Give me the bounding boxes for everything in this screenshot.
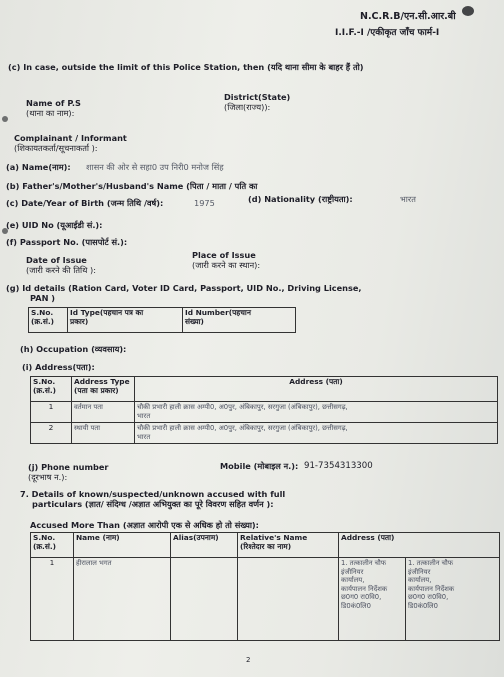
- cell: 1. तत्कालीन चौफ: [408, 559, 453, 567]
- punch-hole: [2, 116, 8, 122]
- ps-name-label: Name of P.S: [26, 98, 81, 108]
- table-row: [31, 423, 498, 444]
- dob-label: (c) Date/Year of Birth (जन्म तिथि /वर्ष):: [6, 198, 164, 208]
- section7-title: 7. Details of known/suspected/unknown accused with full: [20, 489, 286, 499]
- cell: डि0कं0लि0: [341, 601, 371, 610]
- col-header: संख्या): [185, 316, 204, 326]
- col-header: Address Type: [74, 377, 130, 386]
- cell: स्थायी पता: [72, 423, 135, 444]
- name-value: शासन की ओर से सहा0 उप निरी0 मनोज सिंह: [86, 162, 224, 172]
- id-details-label-2: PAN ): [30, 293, 56, 303]
- cell: कार्यालय,: [408, 576, 432, 584]
- table-row: [31, 558, 500, 641]
- address-table: [30, 376, 498, 444]
- place-of-issue-hindi: (जारी करने का स्थान):: [192, 260, 261, 270]
- accused-more-than-label: Accused More Than (अज्ञात आरोपी एक से अधिक हो तो संख्या):: [30, 520, 259, 530]
- phone-hindi: (दूरभाष न.):: [28, 472, 68, 482]
- mobile-value: 91-7354313300: [304, 461, 373, 471]
- name-label: (a) Name(नाम):: [6, 162, 71, 172]
- cell: वर्तमान पता: [72, 402, 135, 423]
- cell: भारत: [137, 432, 151, 441]
- col-header: Relative's Name: [240, 533, 308, 542]
- col-header: (पता का प्रकार): [74, 385, 119, 395]
- id-details-label: (g) Id details (Ration Card, Voter ID Card, Passport, UID No., Driving License,: [6, 283, 362, 293]
- occupation-label: (h) Occupation (व्यवसाय):: [20, 344, 127, 354]
- place-of-issue-label: Place of Issue: [192, 250, 256, 260]
- col-header: Alias(उपनाम): [173, 533, 219, 542]
- table-row: [31, 533, 500, 558]
- col-header: Id Type(पहचान पत्र का: [70, 308, 144, 317]
- section-c-label: (c) In case, outside the limit of this Police Station, then (यदि थाना सीमा के बाहर हैं तो): [8, 62, 364, 72]
- table-row: [31, 377, 498, 402]
- cell: डि0कं0लि0: [408, 601, 438, 610]
- dob-value: 1975: [194, 198, 215, 208]
- col-header: Address (पता): [289, 377, 343, 386]
- cell: चौकी प्रभारी हाली क्रास अम्पी0, अ0पुर, अंबिकापुर, सरगुजा (अंबिकापुर), छत्तीसगढ़,: [137, 403, 348, 411]
- cell: कार्यपालन निर्देशक: [408, 584, 455, 593]
- uid-label: (e) UID No (यूआईडी सं.):: [6, 220, 103, 230]
- form-title: I.I.F.-I /एकीकृत जाँच फार्म-I: [335, 28, 440, 38]
- table-row: [29, 308, 296, 333]
- col-header: S.No.: [33, 533, 56, 542]
- col-header: (क्र.सं.): [33, 385, 57, 395]
- complainant-title-hindi: (शिकायतकर्ता/सूचनाकर्ता ):: [14, 143, 98, 153]
- mobile-label: Mobile (मोबाइल न.):: [220, 461, 299, 471]
- page-number: 2: [246, 656, 251, 664]
- complainant-title: Complainant / Informant: [14, 133, 127, 143]
- accused-table: [30, 532, 500, 641]
- district-hindi: (जिला(राज्य)):: [224, 102, 271, 112]
- cell: इंजीनियर: [341, 567, 364, 576]
- relative-name-label: (b) Father's/Mother's/Husband's Name (पिता / माता / पति का: [6, 181, 258, 191]
- col-header: प्रकार): [70, 316, 89, 326]
- col-header: (क्र.सं.): [31, 316, 55, 326]
- cell: हीरालाल भगत: [74, 558, 171, 641]
- ps-name-hindi: (थाना का नाम):: [26, 108, 75, 118]
- col-header: (क्र.सं.): [33, 541, 57, 551]
- cell: 2: [31, 423, 72, 444]
- passport-label: (f) Passport No. (पासपोर्ट सं.):: [6, 237, 128, 247]
- cell: [238, 558, 339, 641]
- cell: छ0ग0 रा0वि0,: [408, 593, 449, 601]
- section7-title-2: particulars (ज्ञात/ संदिग्ध /अज्ञात अभियुक्त का पूरे विवरण सहित वर्णन ):: [32, 499, 274, 509]
- ink-blot-mark: [462, 6, 474, 16]
- cell: 1. तत्कालीन चौफ: [341, 559, 386, 567]
- col-header: Name (नाम): [76, 533, 120, 542]
- cell: चौकी प्रभारी हाली क्रास अम्पी0, अ0पुर, अंबिकापुर, सरगुजा (अंबिकापुर), छत्तीसगढ़,: [137, 424, 348, 432]
- col-header: (रिश्तेदार का नाम): [240, 541, 292, 551]
- phone-label: (j) Phone number: [28, 462, 109, 472]
- nationality-value: भारत: [400, 194, 416, 204]
- col-header: Address (पता): [341, 533, 395, 542]
- nationality-label: (d) Nationality (राष्ट्रीयता):: [248, 194, 353, 204]
- cell: भारत: [137, 411, 151, 420]
- cell: 1: [31, 558, 74, 641]
- form-code: N.C.R.B/एन.सी.आर.बी: [360, 11, 456, 22]
- cell: 1: [31, 402, 72, 423]
- date-of-issue-label: Date of Issue: [26, 255, 87, 265]
- col-header: S.No.: [33, 377, 56, 386]
- cell: कार्यपालन निर्देशक: [341, 584, 388, 593]
- col-header: Id Number(पहचान: [185, 308, 251, 317]
- table-row: [31, 402, 498, 423]
- cell: [171, 558, 238, 641]
- district-label: District(State): [224, 92, 291, 102]
- cell: कार्यालय,: [341, 576, 365, 584]
- address-label: (i) Address(पता):: [22, 362, 95, 372]
- cell: इंजीनियर: [408, 567, 431, 576]
- cell: छ0ग0 रा0वि0,: [341, 593, 382, 601]
- col-header: S.No.: [31, 308, 54, 317]
- date-of-issue-hindi: (जारी करने की तिथि ):: [26, 265, 96, 275]
- id-table: [28, 307, 296, 333]
